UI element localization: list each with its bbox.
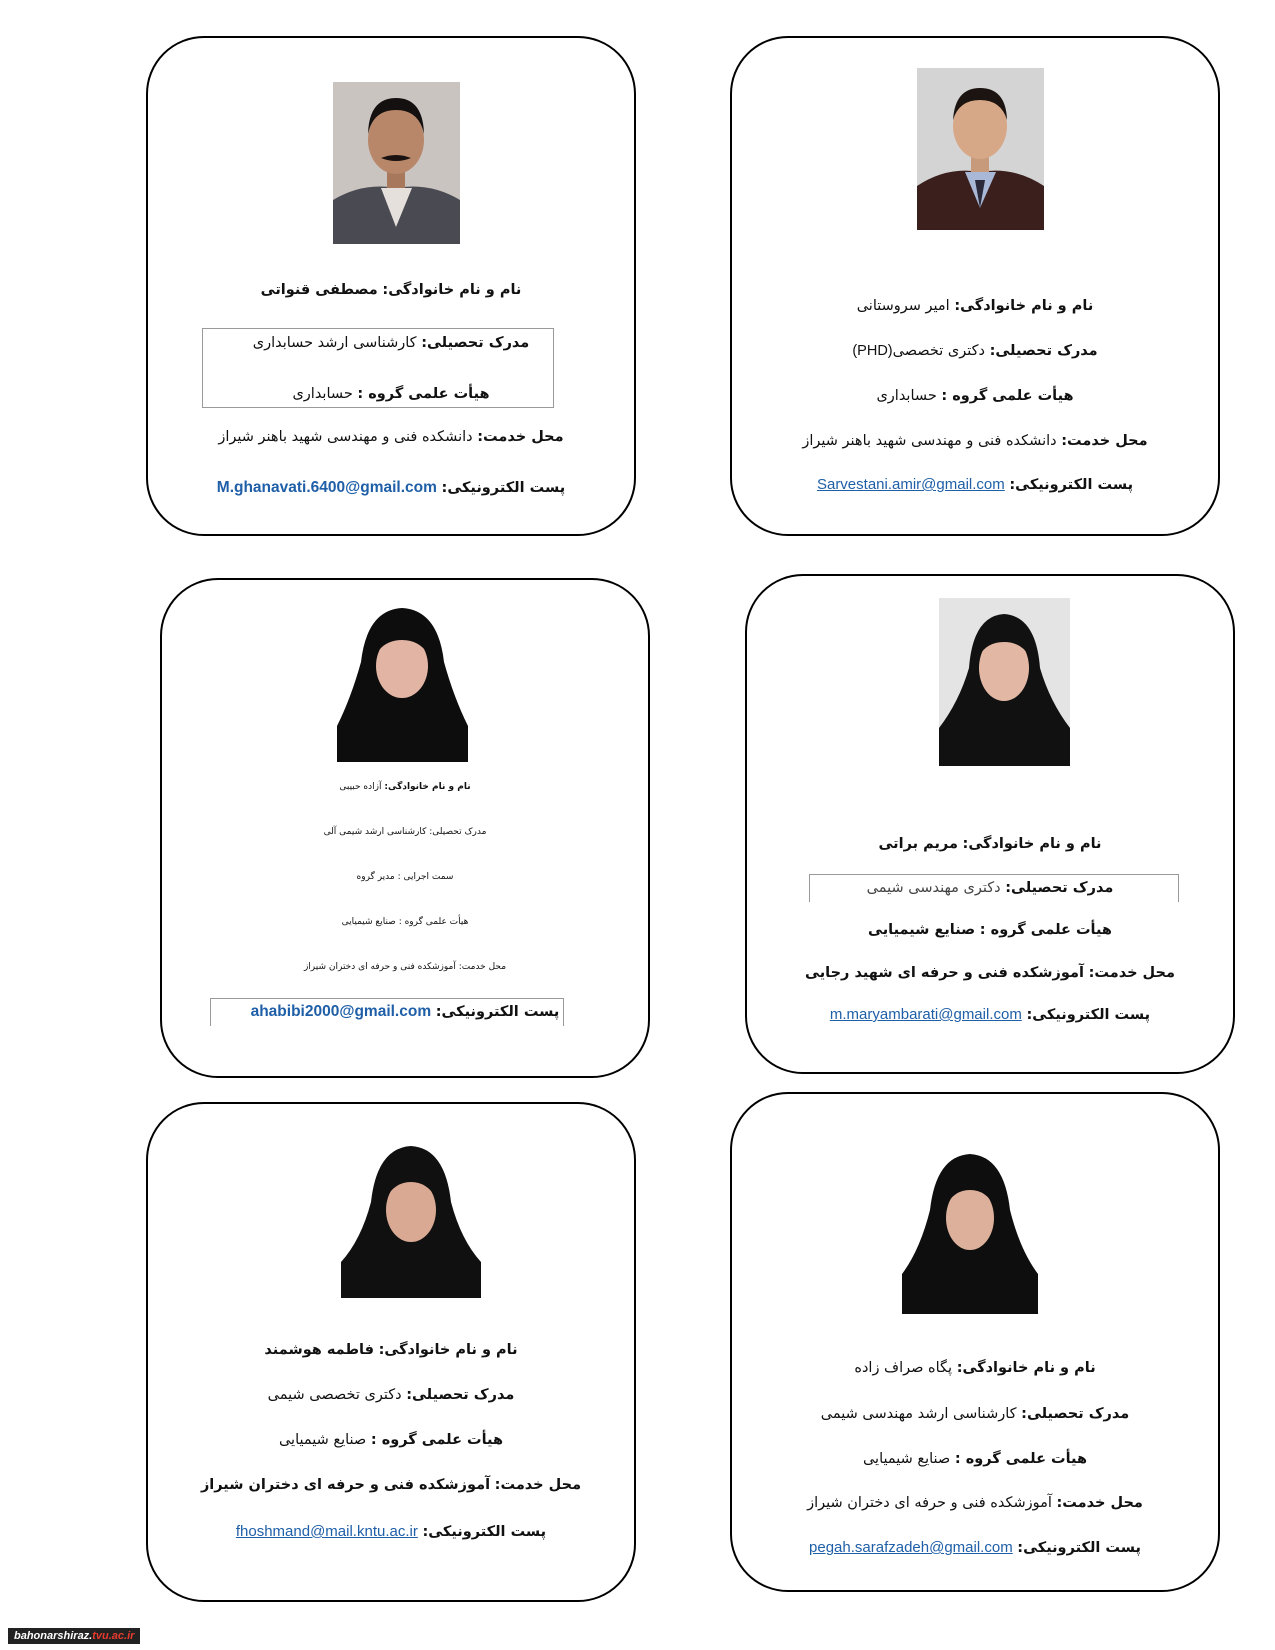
email-line	[148, 1522, 634, 1542]
email-label: پست الکترونیکی:	[1017, 1540, 1141, 1556]
faculty-value: صنایع شیمیایی	[862, 1451, 951, 1467]
faculty-label: هیأت علمی گروه :	[357, 386, 490, 402]
email-link[interactable]: ahabibi2000@gmail.com	[250, 1003, 432, 1020]
faculty-line	[732, 386, 1218, 406]
profile-photo	[917, 68, 1044, 230]
name-value: فاطمه هوشمند	[264, 1342, 375, 1358]
email-line	[732, 475, 1218, 495]
faculty-line	[747, 920, 1233, 940]
email-link[interactable]: Sarvestani.amir@gmail.com	[816, 476, 1005, 493]
degree-line	[732, 341, 1218, 361]
service-value: دانشکده فنی و مهندسی شهید باهنر شیراز	[218, 429, 473, 445]
name-line	[732, 296, 1218, 316]
degree-label: مدرک تحصیلی:	[421, 335, 530, 351]
service-value: آموزشکده فنی و حرفه ای دختران شیراز	[807, 1495, 1052, 1511]
faculty-label: هیأت علمی گروه :	[941, 388, 1074, 404]
profile-card-hoshmand	[146, 1102, 636, 1602]
name-value: مصطفی قنواتی	[260, 282, 378, 298]
service-line	[732, 431, 1218, 451]
profile-photo	[333, 82, 460, 244]
profile-card-barati	[745, 574, 1235, 1074]
profile-photo	[337, 600, 468, 762]
name-label: نام و نام خانوادگی:	[378, 1342, 518, 1358]
service-label: محل خدمت:	[1056, 1495, 1143, 1511]
faculty-value: صنایع شیمیایی	[278, 1432, 367, 1448]
faculty-value: حسابداری	[292, 386, 353, 402]
degree-value: دکتری تخصصی شیمی	[267, 1387, 402, 1403]
faculty-line	[732, 1449, 1218, 1469]
name-line	[732, 1358, 1218, 1378]
service-label: محل خدمت:	[494, 1477, 582, 1493]
email-label: پست الکترونیکی:	[422, 1524, 547, 1540]
position-value: مدیر گروه	[356, 872, 395, 882]
watermark-accent: tvu.ac.ir	[92, 1630, 135, 1642]
faculty-value: صنایع شیمیایی	[868, 922, 976, 938]
name-line	[148, 1340, 634, 1360]
name-value: آزاده حبیبی	[339, 782, 382, 792]
degree-value: دکتری تخصصی	[892, 343, 985, 359]
faculty-value: حسابداری	[876, 388, 937, 404]
profile-photo	[939, 598, 1070, 766]
email-line	[732, 1538, 1218, 1558]
degree-suffix: (PHD)	[852, 343, 893, 359]
service-line	[732, 1493, 1218, 1513]
email-link[interactable]: m.maryambarati@gmail.com	[829, 1006, 1022, 1023]
name-value: مریم براتی	[878, 836, 958, 852]
name-line	[162, 780, 648, 794]
faculty-label: هیأت علمی گروه :	[398, 917, 469, 927]
service-value: آموزشکده فنی و حرفه ای دختران شیراز	[303, 962, 456, 972]
service-value: دانشکده فنی و مهندسی شهید باهنر شیراز	[802, 433, 1057, 449]
service-line	[148, 1475, 634, 1495]
service-value: آموزشکده فنی و حرفه ای شهید رجایی	[805, 965, 1084, 981]
profile-card-habibi	[160, 578, 650, 1078]
profile-photo	[902, 1146, 1038, 1314]
name-value: پگاه صراف زاده	[854, 1360, 953, 1376]
name-label: نام و نام خانوادگی:	[954, 298, 1094, 314]
name-label: نام و نام خانوادگی:	[956, 1360, 1096, 1376]
profile-card-sarvestani	[730, 36, 1220, 536]
email-line	[148, 478, 634, 498]
service-label: محل خدمت:	[477, 429, 564, 445]
profile-card-sarafzadeh	[730, 1092, 1220, 1592]
degree-label: مدرک تحصیلی:	[989, 343, 1098, 359]
email-link[interactable]: M.ghanavati.6400@gmail.com	[216, 479, 437, 496]
watermark-prefix: bahonarshiraz.	[14, 1630, 93, 1642]
faculty-line	[162, 915, 648, 929]
name-label: نام و نام خانوادگی:	[962, 836, 1102, 852]
faculty-label: هیأت علمی گروه :	[979, 922, 1112, 938]
degree-line	[148, 1385, 634, 1405]
position-line	[162, 870, 648, 884]
faculty-label: هیأت علمی گروه :	[954, 1451, 1088, 1467]
profile-photo	[341, 1144, 481, 1298]
faculty-line	[148, 384, 634, 404]
service-line	[162, 960, 648, 974]
site-watermark	[8, 1628, 140, 1644]
position-label: سمت اجرایی :	[397, 872, 454, 882]
degree-line	[732, 1404, 1218, 1424]
degree-line	[148, 333, 634, 353]
email-label: پست الکترونیکی:	[1026, 1007, 1151, 1023]
name-label: نام و نام خانوادگی:	[382, 282, 522, 298]
faculty-value: صنایع شیمیایی	[341, 917, 396, 927]
name-line	[747, 834, 1233, 854]
email-line	[162, 1002, 648, 1022]
email-label: پست الکترونیکی:	[435, 1004, 560, 1020]
name-line	[148, 280, 634, 300]
email-label: پست الکترونیکی:	[441, 480, 566, 496]
email-link[interactable]: fhoshmand@mail.kntu.ac.ir	[235, 1523, 418, 1540]
degree-label: مدرک تحصیلی:	[1005, 880, 1114, 896]
degree-label: مدرک تحصیلی:	[406, 1387, 515, 1403]
degree-value: کارشناسی ارشد حسابداری	[252, 335, 417, 351]
service-value: آموزشکده فنی و حرفه ای دختران شیراز	[200, 1477, 491, 1493]
degree-value: دکتری مهندسی شیمی	[866, 880, 1001, 896]
name-value: امیر سروستانی	[856, 298, 950, 314]
service-label: محل خدمت:	[1061, 433, 1148, 449]
profile-card-ghanavati	[146, 36, 636, 536]
email-label: پست الکترونیکی:	[1009, 477, 1134, 493]
degree-value: کارشناسی ارشد شیمی آلی	[323, 827, 427, 837]
name-label: نام و نام خانوادگی:	[384, 782, 471, 792]
faculty-line	[148, 1430, 634, 1450]
degree-label: مدرک تحصیلی:	[429, 827, 487, 837]
email-line	[747, 1005, 1233, 1025]
email-link[interactable]: pegah.sarafzadeh@gmail.com	[809, 1539, 1013, 1556]
service-line	[747, 963, 1233, 983]
degree-label: مدرک تحصیلی:	[1021, 1406, 1130, 1422]
degree-line	[747, 878, 1233, 898]
service-label: محل خدمت:	[458, 962, 507, 972]
service-line	[148, 427, 634, 447]
faculty-label: هیأت علمی گروه :	[370, 1432, 504, 1448]
degree-line	[162, 825, 648, 839]
service-label: محل خدمت:	[1088, 965, 1175, 981]
degree-value: کارشناسی ارشد مهندسی شیمی	[820, 1406, 1017, 1422]
